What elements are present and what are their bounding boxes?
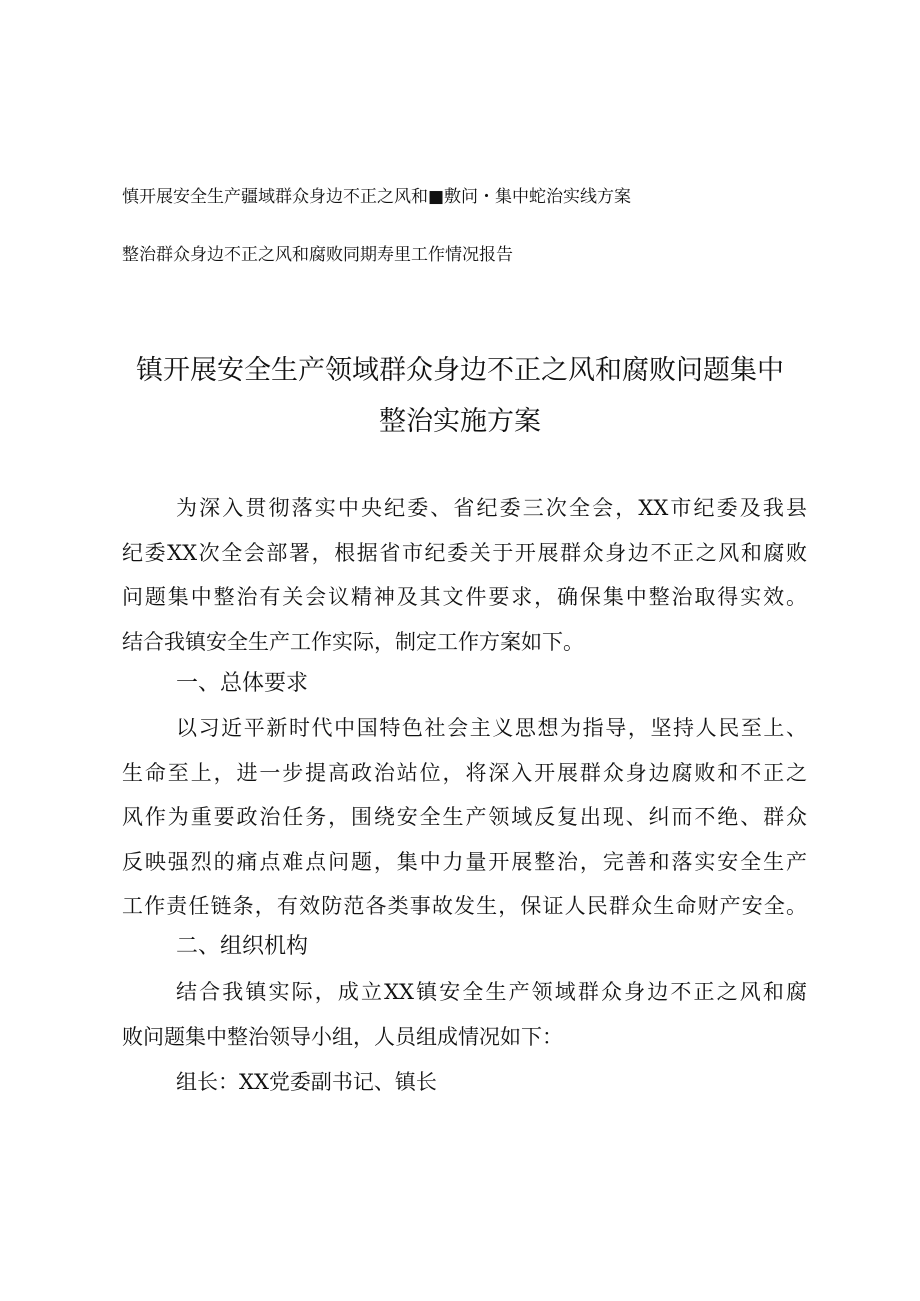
intro-paragraph	[122, 486, 807, 664]
paragraph-line: 以习近平新时代中国特色社会主义思想为指导，坚持人民至上、	[176, 716, 807, 740]
intro-line: 为深入贯彻落实中央纪委、省纪委三次全会，XX市纪委及我县	[176, 496, 807, 520]
toc-entry-2: 整治群众身边不正之风和腐败同期寿里工作情况报告	[122, 245, 513, 265]
leader-text: 组长：XX党委副书记、镇长	[176, 1070, 437, 1094]
general-requirements-paragraph	[122, 706, 807, 929]
toc-entry-1: 慎开展安全生产疆域群众身边不正之风和■敷问・集中蛇治实线方案	[122, 187, 632, 207]
paragraph-line: 反映强烈的痛点难点问题，集中力量开展整治，完善和落实安全生产	[122, 849, 807, 874]
document-title-line-1: 镇开展安全生产领域群众身边不正之风和腐败问题集中	[136, 355, 784, 386]
document-title-line-2: 整治实施方案	[379, 406, 541, 437]
leader-line	[122, 1060, 807, 1105]
paragraph-line: 工作责任链条，有效防范各类事故发生，保证人民群众生命财产安全。	[122, 894, 807, 918]
paragraph-line: 败问题集中整治领导小组，人员组成情况如下：	[122, 1024, 563, 1049]
section-heading-organization: 二、组织机构	[176, 934, 309, 959]
paragraph-line: 结合我镇实际，成立XX镇安全生产领域群众身边不正之风和腐	[176, 980, 807, 1004]
section-heading-general-requirements: 一、总体要求	[176, 671, 309, 696]
intro-line: 纪委XX次全会部署，根据省市纪委关于开展群众身边不正之风和腐败	[122, 540, 807, 565]
paragraph-line: 生命至上，进一步提高政治站位，将深入开展群众身边腐败和不正之	[122, 760, 807, 785]
intro-line: 问题集中整治有关会议精神及其文件要求，确保集中整治取得实效。	[122, 585, 807, 609]
paragraph-line: 风作为重要政治任务，围绕安全生产领域反复出现、纠而不绝、群众	[122, 805, 807, 829]
intro-line: 结合我镇安全生产工作实际，制定工作方案如下。	[122, 629, 584, 654]
organization-paragraph	[122, 970, 807, 1059]
